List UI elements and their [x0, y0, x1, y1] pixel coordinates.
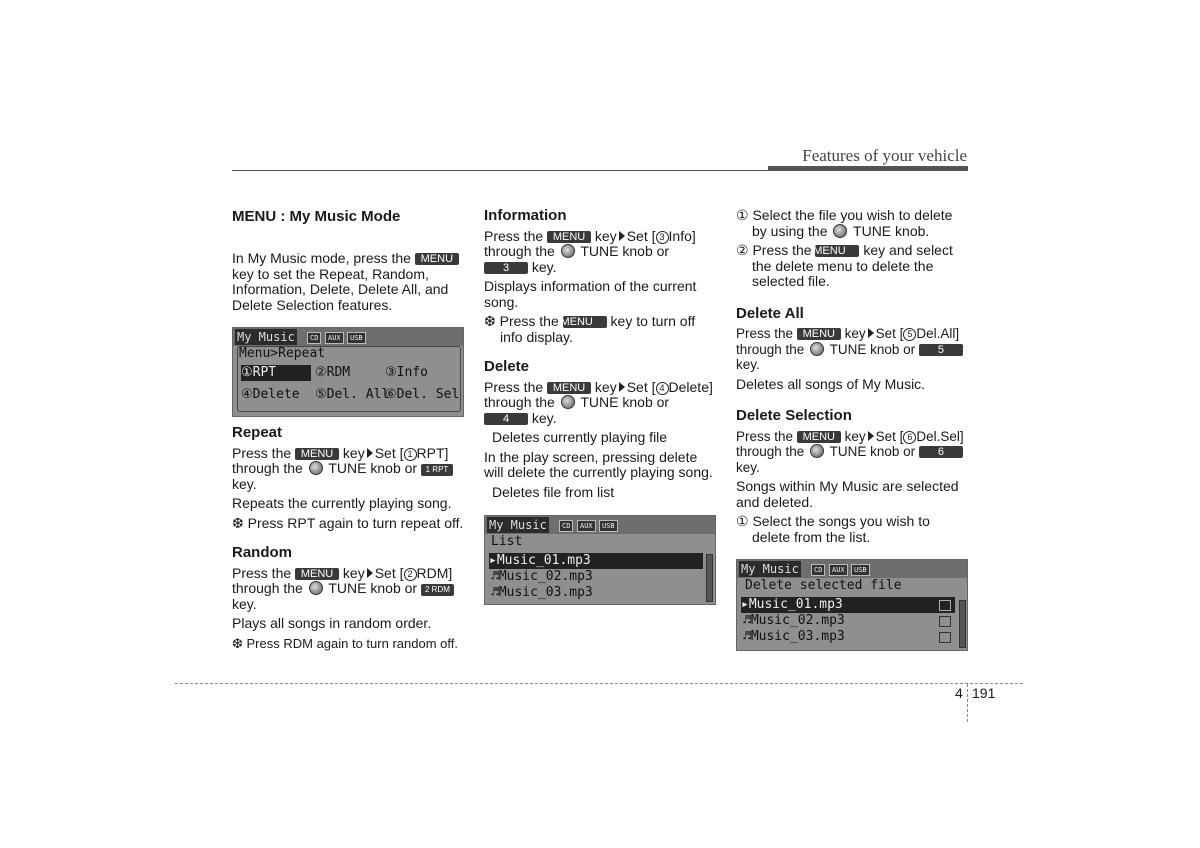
intro-paragraph: In My Music mode, press the MENU key to set the Repeat, Random, Information, Delete, Delete All, and Delete Selection features.: [232, 251, 464, 313]
checkbox-icon: [939, 616, 951, 627]
circled-number-icon: 1: [404, 448, 417, 461]
usb-badge: USB: [347, 332, 366, 344]
tune-knob-icon: [810, 342, 824, 356]
display-delete-selected: [736, 559, 968, 651]
list-item: ▸Music_01.mp3: [489, 553, 703, 569]
list-item: ▸Music_01.mp3: [741, 597, 955, 613]
aux-badge: AUX: [577, 520, 596, 532]
random-heading: Random: [232, 544, 292, 561]
menu-item-delsel: ⑥Del. Sel: [385, 387, 460, 402]
aux-badge: AUX: [829, 564, 848, 576]
delete-line-3: Deletes file from list: [492, 483, 615, 500]
step-1: ① Select the file you wish to delete by using the TUNE knob.: [736, 207, 953, 239]
running-header: Features of your vehicle: [802, 146, 967, 165]
random-note: ❆ Press RDM again to turn random off.: [232, 635, 458, 651]
arrow-right-icon: [619, 231, 625, 241]
tune-knob-icon: [561, 395, 575, 409]
list-item: ♬Music_03.mp3: [743, 629, 845, 644]
rdm-key-icon: 2 RDM: [421, 584, 454, 596]
aux-badge: AUX: [325, 332, 344, 344]
arrow-right-icon: [367, 568, 373, 578]
delete-selection-heading: Delete Selection: [736, 407, 852, 424]
repeat-note: ❆ Press RPT again to turn repeat off.: [232, 514, 464, 531]
information-heading: Information: [484, 207, 567, 224]
menu-key-icon: MENU: [815, 245, 859, 257]
key-4-icon: 4: [484, 413, 528, 425]
random-instruction: Press the MENU key Set [ 2 RDM] through the TUNE knob or 2 RDM key.: [232, 564, 453, 612]
tune-knob-icon: [833, 224, 847, 238]
menu-key-icon: MENU: [797, 431, 841, 443]
header-rule: [232, 170, 968, 171]
delete-all-desc: Deletes all songs of My Music.: [736, 375, 926, 392]
cd-badge: CD: [811, 564, 825, 576]
delete-all-instruction: Press the MENU key Set [ 5 Del.All] through the TUNE knob or 5 key.: [736, 326, 968, 373]
info-note: ❆ Press the MENU key to turn off info display.: [484, 313, 696, 345]
delete-heading: Delete: [484, 358, 530, 375]
delete-selection-desc: Songs within My Music are selected and deleted.: [736, 478, 959, 510]
usb-badge: USB: [851, 564, 870, 576]
menu-item-delall: ⑤Del. All: [315, 387, 390, 402]
key-3-icon: 3: [484, 262, 528, 274]
cd-badge: CD: [559, 520, 573, 532]
cd-badge: CD: [307, 332, 321, 344]
arrow-right-icon: [619, 382, 625, 392]
menu-key-icon: MENU: [295, 448, 339, 460]
tune-knob-icon: [810, 444, 824, 458]
step-2: ② Press the MENU key and select the delete menu to delete the selected file.: [736, 242, 953, 289]
menu-key-icon: MENU: [415, 253, 459, 265]
circled-number-icon: 2: [404, 568, 417, 581]
arrow-right-icon: [868, 431, 874, 441]
display-menu-repeat: [232, 327, 464, 417]
menu-key-icon: MENU: [547, 382, 591, 394]
repeat-instruction: Press the MENU key Set [ 1 RPT] through the TUNE knob or 1 RPT key.: [232, 446, 464, 493]
column-2: [484, 208, 716, 504]
delete-selection-instruction: Press the MENU key Set [ 6 Del.Sel] through the TUNE knob or 6 key.: [736, 428, 964, 475]
list-item: ♬Music_02.mp3: [491, 569, 593, 584]
circled-number-icon: 3: [656, 231, 669, 244]
column-1: [232, 251, 464, 317]
delete-instruction: Press the MENU key Set [ 4 Delete] through the TUNE knob or 4 key.: [484, 378, 713, 426]
arrow-right-icon: [868, 328, 874, 338]
delete-selection-step-1: ① Select the songs you wish to delete from the list.: [736, 513, 930, 545]
list-scrollbar: [706, 554, 713, 602]
screen-title: My Music: [741, 562, 799, 576]
screen-title: My Music: [489, 518, 547, 532]
menu-key-icon: MENU: [295, 568, 339, 580]
menu-item-rdm: ②RDM: [315, 365, 351, 380]
rpt-key-icon: 1 RPT: [421, 464, 453, 476]
list-item: ♬Music_03.mp3: [491, 585, 593, 600]
circled-number-icon: 6: [903, 431, 916, 444]
list-item: ♬Music_02.mp3: [743, 613, 845, 628]
delete-line-2: In the play screen, pressing delete will delete the currently playing song.: [484, 448, 713, 480]
menu-key-icon: MENU: [797, 328, 841, 340]
column-3: [736, 208, 968, 549]
tune-knob-icon: [309, 461, 323, 475]
delete-line-1: Deletes currently playing file: [492, 429, 668, 445]
random-desc: Plays all songs in random order.: [232, 615, 432, 631]
screen-title: My Music: [237, 330, 295, 344]
menu-key-icon: MENU: [563, 316, 607, 328]
list-scrollbar: [959, 600, 966, 648]
display-list: [484, 515, 716, 605]
column-1-lower: [232, 425, 464, 655]
circled-number-icon: 5: [903, 328, 916, 341]
list-header: Delete selected file: [745, 578, 902, 593]
repeat-desc: Repeats the currently playing song.: [232, 495, 452, 511]
section-title: MENU : My Music Mode: [232, 208, 401, 225]
footer-divider: [967, 684, 968, 722]
footer-rule: [175, 683, 1023, 684]
checkbox-icon: [939, 600, 951, 611]
key-5-icon: 5: [919, 344, 963, 356]
delete-all-heading: Delete All: [736, 304, 804, 322]
info-instruction: Press the MENU key Set [ 3 Info] through the TUNE knob or 3 key.: [484, 227, 696, 275]
arrow-right-icon: [367, 448, 373, 458]
repeat-heading: Repeat: [232, 424, 283, 441]
key-6-icon: 6: [919, 446, 963, 458]
circled-number-icon: 4: [656, 382, 669, 395]
menu-item-delete: ④Delete: [241, 387, 300, 402]
tune-knob-icon: [561, 244, 575, 258]
usb-badge: USB: [599, 520, 618, 532]
menu-item-info: ③Info: [385, 365, 428, 380]
list-header: List: [491, 534, 523, 549]
screen-path: Menu>Repeat: [239, 346, 326, 361]
page-number: 191: [972, 685, 996, 701]
chapter-number: 4: [955, 685, 963, 701]
menu-item-rpt: ①RPT: [241, 365, 311, 381]
tune-knob-icon: [309, 581, 323, 595]
checkbox-icon: [939, 632, 951, 643]
info-desc: Displays information of the current song.: [484, 278, 697, 310]
menu-key-icon: MENU: [547, 231, 591, 243]
